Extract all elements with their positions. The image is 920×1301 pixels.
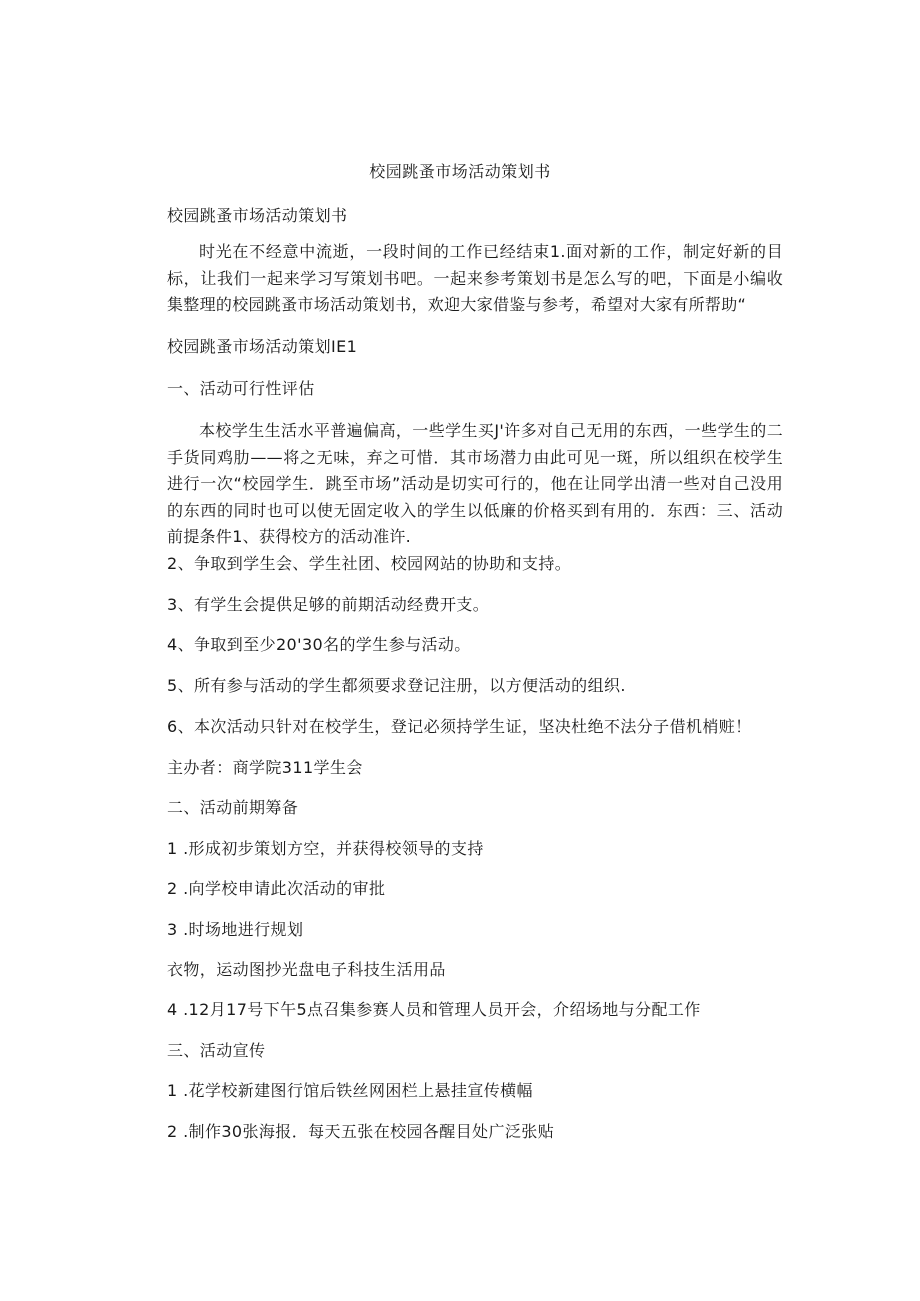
document-subtitle: 校园跳蚤市场活动策划书 — [167, 206, 348, 225]
categories-line: 衣物，运动图抄光盘电子科技生活用品 — [167, 960, 446, 979]
prep-item: 3 .时场地进行规划 — [167, 920, 304, 939]
intro-paragraph: 时光在不经意中流逝，一段时间的工作已经结束1.面对新的工作，制定好新的目标，让我们一起来学习写策划书吧。一起来参考策划书是怎么写的吧，下面是小编收集整理的校园跳蚤市场活动策划书，欢迎大家借鉴与参考，希望对大家有所帮助“ — [167, 242, 783, 314]
condition-item: 5、所有参与活动的学生都须要求登记注册，以方便活动的组织. — [167, 676, 626, 695]
condition-item: 3、有学生会提供足够的前期活动经费开支。 — [167, 595, 490, 614]
feasibility-paragraph: 本校学生生活水平普遍偏高，一些学生买J'许多对自己无用的东西，一些学生的二手货同鸡肋——将之无味，弃之可惜．其市场潜力由此可见一斑，所以组织在校学生进行一次“校园学生．跳至市场”活动是切实可行的，他在让同学出清一些对自己没用的东西的同时也可以使无固定收入的学生以低廉的价格买到有用的．东西：三、活动前提条件1、获得校方的活动准许. — [167, 421, 783, 546]
section-promotion-heading: 三、活动宣传 — [167, 1041, 266, 1060]
section-preparation-heading: 二、活动前期筹备 — [167, 798, 299, 817]
prep-item: 4 .12月17号下午5点召集参赛人员和管理人员开会，介绍场地与分配工作 — [167, 1000, 701, 1019]
condition-item: 6、本次活动只针对在校学生，登记必须持学生证，坚决杜绝不法分子借机梢赃！ — [167, 717, 752, 736]
condition-item: 2、争取到学生会、学生社团、校园网站的协助和支持。 — [167, 554, 572, 573]
document-title: 校园跳蚤市场活动策划书 — [369, 162, 551, 181]
plan-heading: 校园跳蚤市场活动策划IE1 — [167, 337, 358, 356]
organizer-line: 主办者：商学院311学生会 — [167, 758, 363, 777]
prep-item: 1 .形成初步策划方空，并获得校领导的支持 — [167, 839, 484, 858]
condition-item: 4、争取到至少20'30名的学生参与活动。 — [167, 635, 471, 654]
section-feasibility-heading: 一、活动可行性评估 — [167, 379, 315, 398]
promo-item: 2 .制作30张海报．每天五张在校园各醒目处广泛张贴 — [167, 1122, 555, 1141]
prep-item: 2 .向学校申请此次活动的审批 — [167, 879, 386, 898]
promo-item: 1 .花学校新建图行馆后铁丝网困栏上悬挂宣传横幅 — [167, 1081, 533, 1100]
